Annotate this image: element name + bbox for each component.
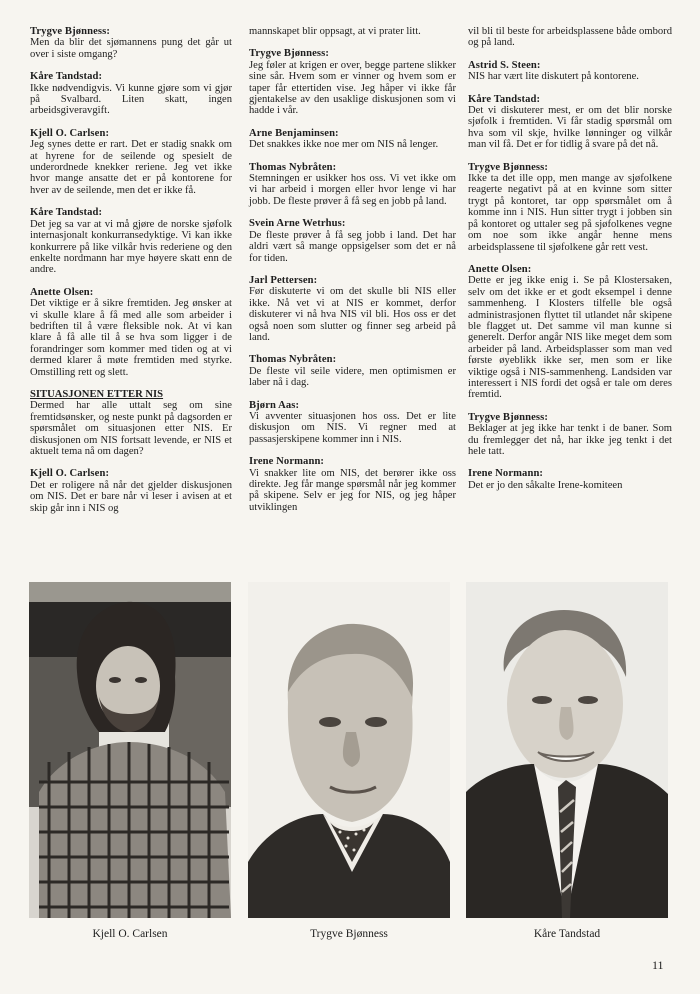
continued-statement: vil bli til beste for arbeidsplassene både ombord og på land.	[468, 26, 672, 49]
speaker-name: Svein Arne Wetrhus:	[249, 218, 346, 230]
speaker-name: Irene Normann:	[468, 468, 544, 480]
interview-entry	[468, 94, 672, 151]
portrait-image	[29, 582, 231, 918]
speaker-statement: De fleste prøver å få seg jobb i land. Det har aldri vært så mange oppsigelser som det er nå for tiden.	[249, 229, 456, 264]
speaker-statement: NIS har vært lite diskutert på kontorene.	[468, 71, 639, 83]
interview-entry	[249, 218, 456, 264]
speaker-statement: Vi snakker lite om NIS, det berører ikke oss direkte. Jeg får mange spørsmål når jeg kommer på skipene. Selv er jeg for NIS, og jeg håper utviklingen	[249, 467, 456, 513]
section-heading: SITUASJONEN ETTER NIS	[30, 388, 164, 400]
speaker-name: Trygve Bjønness:	[30, 26, 110, 37]
text-column-1	[30, 26, 232, 525]
portrait-photo-tandstad	[466, 582, 668, 918]
interview-entry	[468, 264, 672, 401]
page-number: 11	[652, 958, 664, 972]
interview-entry	[30, 468, 232, 514]
speaker-name: Astrid S. Steen:	[468, 59, 541, 71]
speaker-statement: Det viktige er å sikre fremtiden. Jeg ønsker at vi skulle klare å få med alle som arbeider i bedriften til å være fleksible nok. At vi kan klare å få alle til å se hva som ligger i de forandringer som kommer med tiden og at vi dermed klarer å møte fremtiden med styrke. Omstilling rett og slett.	[30, 298, 232, 378]
interview-entry	[249, 275, 456, 343]
speaker-name: Kåre Tandstad:	[468, 93, 541, 105]
speaker-statement: Før diskuterte vi om det skulle bli NIS eller ikke. Nå vet vi at NIS er kommet, derfor diskuterer vi nå hva NIS vil bli. Hos oss er det også noen som slutter og finner seg arbeid på land.	[249, 286, 456, 343]
interview-entry	[468, 412, 672, 458]
interview-entry	[249, 48, 456, 116]
speaker-statement: Det er jo den såkalte Irene-komiteen	[468, 479, 623, 491]
interview-entry	[249, 400, 456, 446]
interview-entry	[468, 26, 672, 49]
speaker-name: Arne Benjaminsen:	[249, 127, 339, 139]
speaker-statement: Det er roligere nå når det gjelder diskusjonen om NIS. Det er bare når vi leser i avisen at et skip går inn i NIS og	[30, 479, 232, 514]
speaker-name: Irene Normann:	[249, 456, 325, 468]
interview-entry	[249, 456, 456, 513]
speaker-name: Kåre Tandstad:	[30, 207, 103, 219]
photo-caption: Trygve Bjønness	[310, 928, 388, 940]
interview-entry	[30, 207, 232, 275]
speaker-name: Anette Olsen:	[30, 286, 94, 298]
section-text: Dermed har alle uttalt seg om sine fremtidsønsker, og neste punkt på dagsorden er spørsmålet om situasjonen etter NIS. Er diskusjonen om NIS fortsatt levende, er NIS et aktuelt tema nå om dagen?	[30, 400, 232, 457]
continued-statement: mannskapet blir oppsagt, at vi prater litt.	[249, 26, 421, 37]
interview-entry	[249, 162, 456, 208]
text-column-2	[249, 26, 456, 524]
interview-entry	[30, 128, 232, 196]
interview-entry	[30, 287, 232, 378]
section-block	[30, 389, 232, 457]
portrait-image	[248, 582, 450, 918]
speaker-name: Thomas Nybråten:	[249, 354, 337, 366]
speaker-statement: Vi avventer situasjonen hos oss. Det er lite diskusjon om NIS. Vi regner med at passasjerskipene kommer inn i NIS.	[249, 410, 456, 445]
speaker-statement: Jeg føler at krigen er over, begge partene slikker sine sår. Hvem som er vinner og hvem som er taper får ettertiden vise. Jeg håper vi ikke får gjentakelse av den usaklige diskusjonen som vi hadde i vår.	[249, 59, 456, 117]
photo-caption: Kjell O. Carlsen	[92, 928, 168, 940]
interview-entry	[249, 26, 456, 37]
speaker-name: Trygve Bjønness:	[468, 411, 548, 423]
speaker-statement: Men da blir det sjømannens pung det går ut over i siste omgang?	[30, 37, 232, 60]
text-column-3	[468, 26, 672, 502]
speaker-name: Trygve Bjønness:	[249, 48, 329, 60]
interview-entry	[468, 60, 672, 83]
portrait-photo-carlsen	[29, 582, 231, 918]
interview-entry	[468, 468, 672, 491]
speaker-statement: Jeg synes dette er rart. Det er stadig snakk om at hyrene for de seilende og spesielt de underordnede knekker reriene. Jeg vet ikke hvor mange ansatte det er på kontorene for hver av de seilende, men det er ikke få.	[30, 139, 232, 196]
interview-entry	[30, 71, 232, 117]
photo-caption: Kåre Tandstad	[533, 928, 601, 940]
portrait-photo-bjonness	[248, 582, 450, 918]
speaker-statement: Det vi diskuterer mest, er om det blir norske sjøfolk i fremtiden. Vi får stadig spørsmål om hva som vil skje, hvilke lønninger og vilkår man vil få. Det er for tidlig å svare på det nå.	[468, 105, 672, 151]
speaker-statement: Det jeg sa var at vi må gjøre de norske sjøfolk internasjonalt konkurransedyktige. Vi kan ikke konkurrere på like vilkår hvis rederiene og den enkelte nordmann har mye høyere skatt enn de andre.	[30, 218, 232, 276]
speaker-name: Anette Olsen:	[468, 263, 532, 275]
speaker-name: Kåre Tandstad:	[30, 71, 103, 83]
speaker-name: Kjell O. Carlsen:	[30, 468, 110, 480]
speaker-name: Kjell O. Carlsen:	[30, 127, 110, 139]
speaker-name: Thomas Nybråten:	[249, 161, 337, 173]
interview-entry	[249, 354, 456, 388]
speaker-statement: De fleste vil seile videre, men optimismen er laber nå i dag.	[249, 365, 456, 389]
interview-entry	[249, 128, 456, 151]
speaker-name: Trygve Bjønness:	[468, 161, 548, 173]
speaker-statement: Det snakkes ikke noe mer om NIS nå lenger.	[249, 139, 439, 151]
speaker-statement: Dette er jeg ikke enig i. Se på Klostersaken, selv om det ikke er et godt eksempel i denne sammenheng. I Klosters tilfelle ble også administrasjonen flyttet til utlandet når skipene ble flagget ut. Det samme vil man kunne si generelt. Derfor angår NIS like meget dem som arbeider på land. Arbeidsplasser som man ved første øyeblikk ikke ser, men som er like viktige også i NIS-sammenheng. Landsiden var interessert i NIS fordi det også er tale om deres fremtid.	[468, 275, 672, 401]
portrait-image	[466, 582, 668, 918]
speaker-statement: Beklager at jeg ikke har tenkt i de baner. Som du fremlegger det nå, har ikke jeg tenkt i det hele tatt.	[468, 423, 672, 457]
interview-entry	[468, 162, 672, 253]
speaker-statement: Stemningen er usikker hos oss. Vi vet ikke om vi har arbeid i morgen eller hvor lenge vi har jobb. De fleste prøver å få seg en jobb på land.	[249, 173, 456, 207]
speaker-name: Jarl Pettersen:	[249, 274, 318, 286]
speaker-statement: Ikke ta det ille opp, men mange av sjøfolkene reagerte negativt på at en kvinne som sitter trygt på kontoret, tar opp spørsmålet om å komme inn i NIS. Hun sitter trygt i jobben sin på kontoret og uttaler seg på sjøfolkenes vegne om noe som ikke angår henne mens arbeidsplassene til sjøfolkene går rett vest.	[468, 173, 672, 253]
interview-entry	[30, 26, 232, 60]
speaker-name: Bjørn Aas:	[249, 399, 300, 411]
speaker-statement: Ikke nødvendigvis. Vi kunne gjøre som vi gjør på Svalbard. Liten skatt, ingen arbeidsgiveravgift.	[30, 82, 232, 117]
